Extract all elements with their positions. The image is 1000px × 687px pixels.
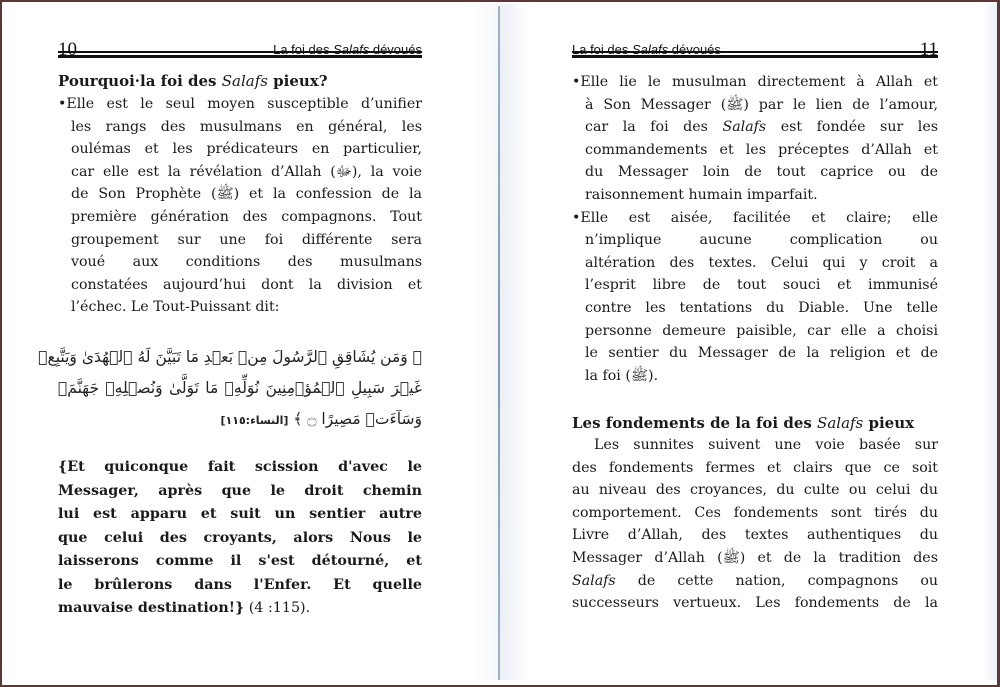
header-double-rule [58,51,422,58]
text-line: l’échec. Le Tout-Puissant dit: [71,299,280,316]
arabic-line: ﴿ وَمَن يُشَاقِقِ ٱلرَّسُولَ مِنۢ بَعۡدِ مَا تَبَيَّنَ لَهُ ٱلۡهُدَىٰ وَيَتَّبِعۡ [38,348,422,366]
italic-term: Salafs [572,572,616,589]
text-line: Livre d’Allah, des textes authentiques du [572,527,938,544]
text-line: l’esprit libre de tout souci et immunisé [585,277,938,294]
header-double-rule [572,51,938,58]
bullet-list [572,71,938,387]
text-line: groupement sur une foi différente sera [71,231,422,248]
translation-text: mauvaise destination!} [58,600,245,616]
text-line [572,116,938,139]
text-line: successeurs vertueux. Les fondements de la [572,595,938,612]
text-line: raisonnement humain imparfait. [585,186,818,203]
page-number: 10 [58,39,77,60]
page-edge-shadow [982,4,997,680]
translation-line: que celui des croyants, alors Nous le [58,529,422,546]
text-line: n’implique aucune complication ou [585,232,938,249]
bullet-paragraph [572,207,938,388]
gutter-shadow-right [500,4,530,680]
running-head-text: La foi des [572,42,632,57]
heading-italic: Salafs [221,72,268,90]
bullet-paragraph [58,93,422,319]
translation-line: {Et quiconque fait scission d'avec le [58,459,422,475]
bullet-paragraph [572,71,938,207]
text-line: à Son Messager (ﷺ) par le lien de l’amour, [585,96,939,113]
text-line: Les sunnites suivent une voie basée sur [594,437,938,453]
text-line: altération des textes. Celui qui y croit a [585,254,938,271]
text-line: la foi (ﷺ). [585,367,659,384]
verse-translation [58,456,422,621]
quran-verse [38,342,422,436]
text-line: première génération des compagnons. Tout [71,208,422,225]
text-line: oulémas et les prédicateurs en particulier, [71,141,422,158]
text-line: voué aux conditions des musulmans [71,254,422,271]
text-line: du Messager loin de tout caprice ou de [585,164,938,181]
page-number: 11 [919,39,938,60]
text-span: est fondée sur les [766,119,939,136]
text-line: Messager d’Allah (ﷺ) et de la tradition des [572,549,938,566]
gutter-shadow-left [470,4,498,680]
translation-line: Messager, après que le droit chemin [58,482,422,499]
translation-line: laisserons comme il s'est détourné, et [58,553,422,569]
translation-line-last [58,597,422,621]
text-line: commandements et les préceptes d’Allah et [585,141,938,158]
arabic-line: غَيۡرَ سَبِيلِ ٱلۡمُؤۡمِنِينَ نُوَلِّهِۦ مَا تَوَلَّىٰ وَنُصۡلِهِۦ جَهَنَّمَۖ [58,379,422,397]
translation-line: le brûlerons dans l'Enfer. Et quelle [58,576,422,593]
text-line: au niveau des croyances, du culte ou celui du [572,482,938,499]
heading-text: pieux? [267,72,328,90]
verse-citation: (4 :115). [244,600,311,616]
italic-term: Salafs [722,119,767,136]
section-heading [572,412,938,434]
text-line: •Elle est aisée, facilitée et claire; elle [572,209,938,226]
arabic-text: وَسَآءَتۡ مَصِيرًا ۝ ﴾ [293,410,422,428]
translation-line: lui est apparu et suit un sentier autre [58,506,422,522]
text-line: •Elle lie le musulman directement à Allah et [572,74,938,90]
text-line: comportement. Ces fondements sont tirés du [572,504,938,521]
text-line: contre les tentations du Diable. Une telle [585,299,938,316]
section-pourquoi [58,70,422,319]
running-head-text: dévoués [369,42,422,57]
running-head-italic: Salafs [632,42,669,57]
text-line: •Elle est le seul moyen susceptible d’unifier [58,96,422,112]
text-line: constatées aujourd’hui dont la division et [71,276,422,293]
text-line: de Son Prophète (ﷺ) et la confession de la [71,186,422,203]
text-line [572,570,938,593]
verse-reference: [النساء:١١٥] [220,414,289,427]
heading-italic: Salafs [817,414,864,432]
heading-text: pieux [863,414,915,432]
text-line: les rangs des musulmans en général, les [71,118,422,135]
text-span: de cette nation, compagnons ou [615,572,938,589]
text-line: personne demeure paisible, car elle a choisi [585,322,938,339]
text-line: des fondements fermes et clairs que ce soit [572,459,938,476]
text-span: car la foi des [585,119,723,136]
heading-text: Les fondements de la foi des [572,414,818,432]
heading-text: Pourquoi·la foi des [58,72,222,90]
text-line: car elle est la révélation d’Allah (ﷻ), la voie [71,163,422,180]
running-head-text: dévoués [668,42,721,57]
text-line: le sentier du Messager de la religion et de [585,345,938,362]
book-gutter [498,6,500,680]
running-head-italic: Salafs [333,42,370,57]
arabic-line-last [58,404,422,436]
section-heading [58,70,422,92]
section-fondements [572,412,938,615]
running-head-text: La foi des [273,42,334,57]
